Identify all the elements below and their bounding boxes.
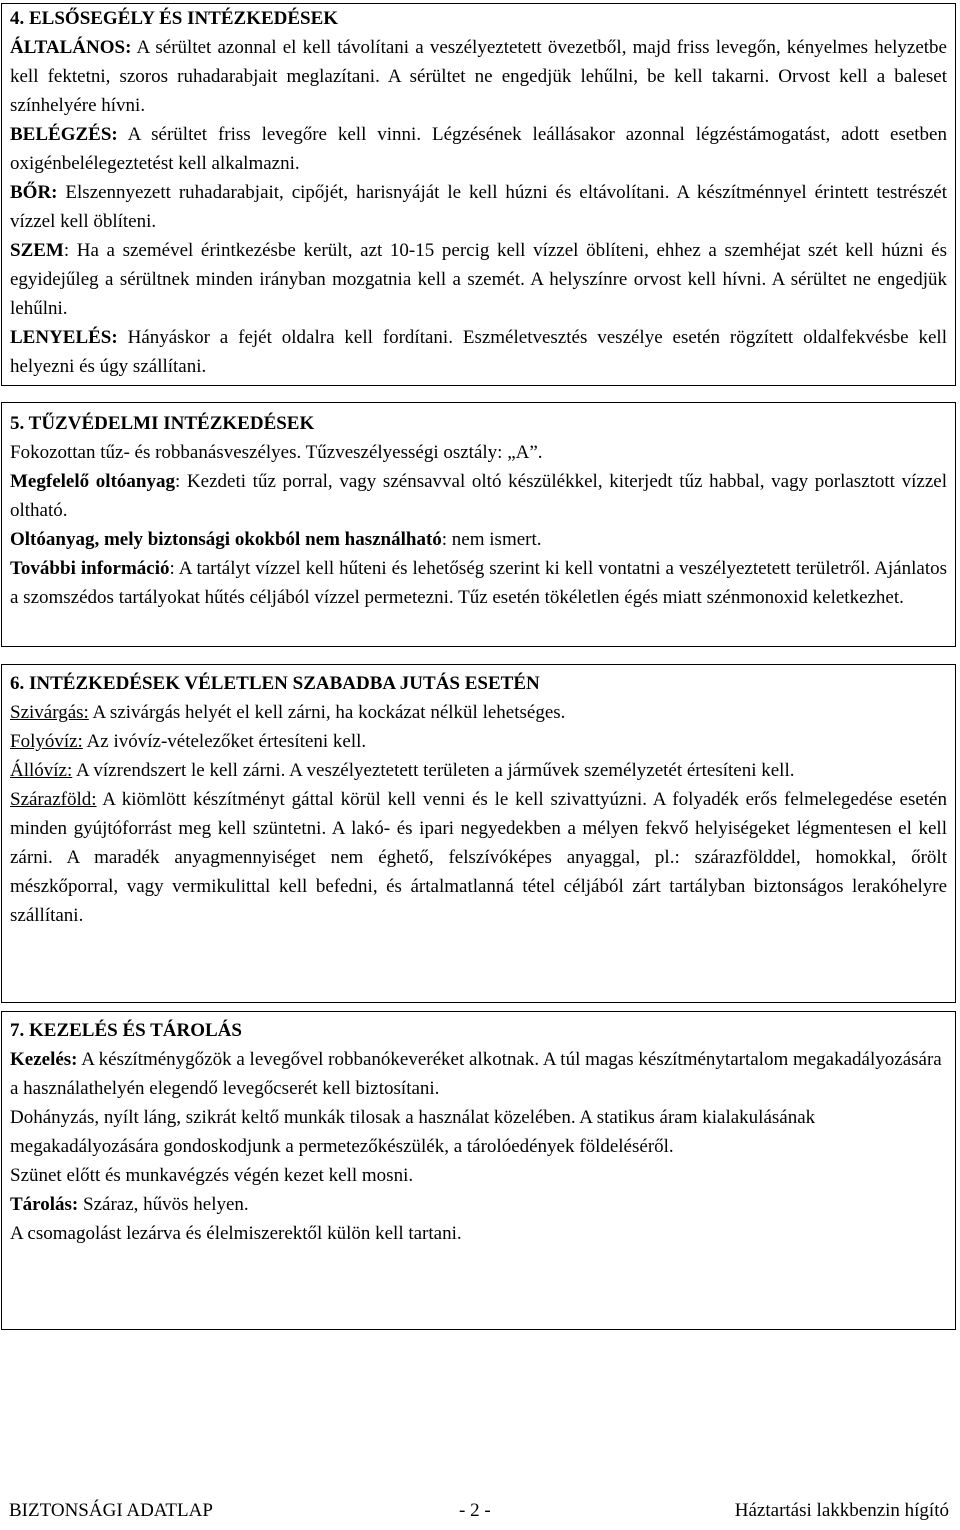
river-text: Az ivóvíz-vételezőket értesíteni kell. <box>82 731 367 752</box>
storage-text: Száraz, hűvös helyen. <box>78 1194 249 1215</box>
leak-text: A szivárgás helyét el kell zárni, ha kockázat nélkül lehetséges. <box>88 702 566 723</box>
unsuitable-paragraph <box>10 525 947 554</box>
leak-paragraph <box>10 698 947 727</box>
skin-label: BŐR: <box>10 182 58 203</box>
unsuitable-label: Oltóanyag, mely biztonsági okokból nem használható <box>10 529 442 550</box>
section-first-aid <box>1 3 956 386</box>
handling-paragraph <box>10 1045 947 1103</box>
packaging-paragraph: A csomagolást lezárva és élelmiszerektől külön kell tartani. <box>10 1223 462 1244</box>
section-title: 7. KEZELÉS ÉS TÁROLÁS <box>10 1020 242 1041</box>
section-accidental-release <box>1 664 956 1003</box>
general-label: ÁLTALÁNOS: <box>10 37 132 58</box>
info-paragraph <box>10 554 947 612</box>
inhalation-label: BELÉGZÉS: <box>10 124 118 145</box>
unsuitable-text: : nem ismert. <box>441 529 542 550</box>
handling-text: A készítménygőzök a levegővel robbanókeveréket alkotnak. A túl magas készítménytartalom megakadályozására a használathelyén elegendő levegőcserét kell biztosítani. <box>10 1049 942 1099</box>
agent-paragraph <box>10 467 947 525</box>
handling-label: Kezelés: <box>10 1049 78 1070</box>
storage-paragraph <box>10 1190 947 1219</box>
section-title: 4. ELSŐSEGÉLY ÉS INTÉZKEDÉSEK <box>10 8 339 29</box>
info-text: : A tartályt vízzel kell hűteni és lehetőség szerint ki kell vontatni a veszélyeztetett területről. Ajánlatos a szomszédos tartályokat hűtés céljából vízzel permetezni. Tűz esetén tökéletlen égés miatt szénmonoxid keletkezhet. <box>10 558 947 608</box>
skin-text: Elszennyezett ruhadarabjait, cipőjét, harisnyáját le kell húzni és eltávolítani. A készítménnyel érintett testrészét vízzel kell öblíteni. <box>10 182 947 232</box>
section-title: 6. INTÉZKEDÉSEK VÉLETLEN SZABADBA JUTÁS ESETÉN <box>10 673 540 694</box>
info-label: További információ <box>10 558 170 579</box>
still-water-label: Állóvíz: <box>10 760 73 781</box>
still-water-text: A vízrendszert le kell zárni. A veszélyeztetett területen a járművek személyzetét értesíteni kell. <box>72 760 795 781</box>
land-label: Szárazföld: <box>10 789 97 810</box>
smoking-paragraph: Dohányzás, nyílt láng, szikrát keltő munkák tilosak a használat közelében. A statikus áram kialakulásának megakadályozására gondoskodjunk a permetezőkészülék, a tárolóedények földeléséről. <box>10 1107 816 1157</box>
eye-label: SZEM <box>10 240 64 261</box>
river-label: Folyóvíz: <box>10 731 83 752</box>
general-paragraph <box>10 33 947 120</box>
leak-label: Szivárgás: <box>10 702 89 723</box>
section-handling-storage <box>1 1011 956 1330</box>
footer-product-name: Háztartási lakkbenzin hígító <box>734 1500 949 1521</box>
skin-paragraph <box>10 178 947 236</box>
river-paragraph <box>10 727 947 756</box>
section-title: 5. TŰZVÉDELMI INTÉZKEDÉSEK <box>10 413 315 434</box>
section-fire-fighting <box>1 402 956 647</box>
still-water-paragraph <box>10 756 947 785</box>
agent-label: Megfelelő oltóanyag <box>10 471 175 492</box>
ingestion-label: LENYELÉS: <box>10 327 118 348</box>
land-text: A kiömlött készítményt gáttal körül kell venni és le kell szivattyúzni. A folyadék erős felmelegedése esetén minden gyújtóforrást meg kell szüntetni. A lakó- és ipari negyedekben a mélyen fekvő helyiségeket légmentesen el kell zárni. A maradék anyagmennyiséget nem éghető, felszívóképes anyaggal, pl.: szárazfölddel, homokkal, őrölt mészkőporral, vagy vermikulittal kell befedni, és ártalmatlanná tétel céljából zárt tartályban biztonságos lerakóhelyre szállítani. <box>10 789 947 926</box>
eye-text: : Ha a szemével érintkezésbe került, azt 10-15 percig kell vízzel öblíteni, ehhez a szemhéjat szét kell húzni és egyidejűleg a sérültnek minden irányban mozgatnia kell a szemét. A helyszínre orvost kell hívni. A sérültet ne engedjük lehűlni. <box>10 240 947 319</box>
ingestion-paragraph <box>10 323 947 381</box>
break-paragraph: Szünet előtt és munkavégzés végén kezet kell mosni. <box>10 1165 414 1186</box>
land-paragraph <box>10 785 947 930</box>
agent-text: : Kezdeti tűz porral, vagy szénsavval oltó készülékkel, kiterjedt tűz habbal, vagy porlasztott vízzel oltható. <box>10 471 947 521</box>
storage-label: Tárolás: <box>10 1194 79 1215</box>
general-text: A sérültet azonnal el kell távolítani a veszélyeztetett övezetből, majd friss levegőn, kényelmes helyzetbe kell fektetni, szoros ruhadarabjait meglazítani. A sérültet ne engedjük lehűlni, be kell takarni. Orvost kell a baleset színhelyére hívni. <box>10 37 947 116</box>
fire-class-line: Fokozottan tűz- és robbanásveszélyes. Tűzveszélyességi osztály: „A”. <box>10 442 543 463</box>
footer-document-type: BIZTONSÁGI ADATLAP <box>9 1500 213 1521</box>
page-footer <box>9 1497 949 1525</box>
footer-page-number: - 2 - <box>459 1500 491 1521</box>
ingestion-text: Hányáskor a fejét oldalra kell fordítani. Eszméletvesztés veszélye esetén rögzített oldalfekvésbe kell helyezni és úgy szállítani. <box>10 327 947 377</box>
inhalation-text: A sérültet friss levegőre kell vinni. Légzésének leállásakor azonnal légzéstámogatást, adott esetben oxigénbelélegeztetést kell alkalmazni. <box>10 124 947 174</box>
inhalation-paragraph <box>10 120 947 178</box>
eye-paragraph <box>10 236 947 323</box>
